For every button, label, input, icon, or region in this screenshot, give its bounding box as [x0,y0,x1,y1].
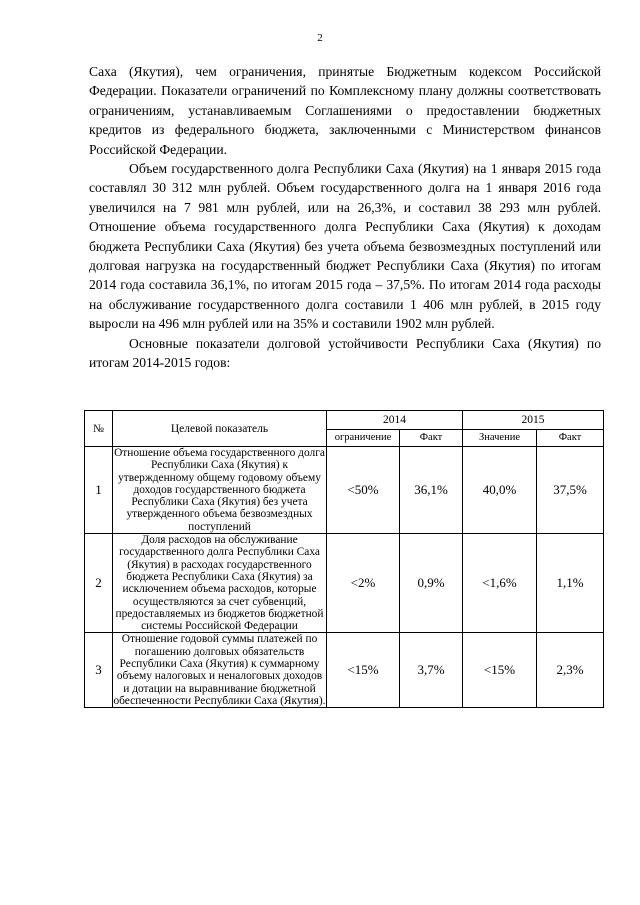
row-fact-2015: 1,1% [537,534,604,633]
table-row [85,534,604,633]
row-fact-2014: 3,7% [400,633,463,708]
body-text [89,62,601,373]
debt-indicators-table [84,410,604,708]
row-limit-2014: <15% [327,633,400,708]
row-limit-2014: <2% [327,534,400,633]
row-number: 1 [85,447,113,534]
row-limit-2014: <50% [327,447,400,534]
header-indicator: Целевой показатель [113,411,327,447]
row-fact-2015: 2,3% [537,633,604,708]
table-header-row [85,411,604,430]
header-2014-fact: Факт [400,430,463,447]
page-number: 2 [317,32,323,44]
header-2015-value: Значение [463,430,537,447]
row-fact-2014: 0,9% [400,534,463,633]
row-indicator: Отношение годовой суммы платежей по погашению долговых обязательств Республики Саха (Якутия) к суммарному объему налоговых и неналоговых доходов и дотации на выравнивание бюджетной обеспеченности Республики Саха (Якутия). [113,633,326,707]
row-number: 3 [85,633,113,708]
header-year-2014: 2014 [327,411,463,430]
row-fact-2014: 36,1% [400,447,463,534]
row-value-2015: <15% [463,633,537,708]
row-fact-2015: 37,5% [537,447,604,534]
row-value-2015: 40,0% [463,447,537,534]
paragraph-1: Саха (Якутия), чем ограничения, принятые Бюджетным кодексом Российской Федерации. Показатели ограничений по Комплексному плану должны соответствовать ограничениям, устанавливаемым Соглашениями о предоставлении бюджетных кредитов из федерального бюджета, заключенными с Министерством финансов Российской Федерации. [89,64,601,157]
header-number: № [85,411,113,447]
table-row [85,633,604,708]
row-indicator: Отношение объема государственного долга Республики Саха (Якутия) к утвержденному общему годовому объему доходов государственного бюджета Республики Саха (Якутия) без учета утвержденного объема безвозмездных поступлений [114,447,325,533]
table-row [85,447,604,534]
row-value-2015: <1,6% [463,534,537,633]
paragraph-2: Объем государственного долга Республики Саха (Якутия) на 1 января 2015 года составлял 30 312 млн рублей. Объем государственного долга на 1 января 2016 года увеличился на 7 981 млн рублей, или на 26,3%, и составил 38 293 млн рублей. Отношение объема государственного долга Республики Саха (Якутия) к доходам бюджета Республики Саха (Якутия) без учета объема безвозмездных поступлений или долговая нагрузка на государственный бюджет Республики Саха (Якутия) по итогам 2014 года составила 36,1%, по итогам 2015 года – 37,5%. По итогам 2014 года расходы на обслуживание государственного долга составили 1 406 млн рублей, в 2015 году выросли на 496 млн рублей или на 35% и составили 1902 млн рублей. [89,161,601,332]
header-2014-limit: ограничение [327,430,400,447]
row-indicator: Доля расходов на обслуживание государственного долга Республики Саха (Якутия) в расходах государственного бюджета Республики Саха (Якутия) за исключением объема расходов, которые осуществляются за счет субвенций, предоставляемых из бюджетов бюджетной системы Российской Федерации [113,534,327,633]
row-number: 2 [85,534,113,633]
paragraph-3: Основные показатели долговой устойчивости Республики Саха (Якутия) по итогам 2014-2015 годов: [89,335,601,371]
header-year-2015: 2015 [463,411,604,430]
header-2015-fact: Факт [537,430,604,447]
